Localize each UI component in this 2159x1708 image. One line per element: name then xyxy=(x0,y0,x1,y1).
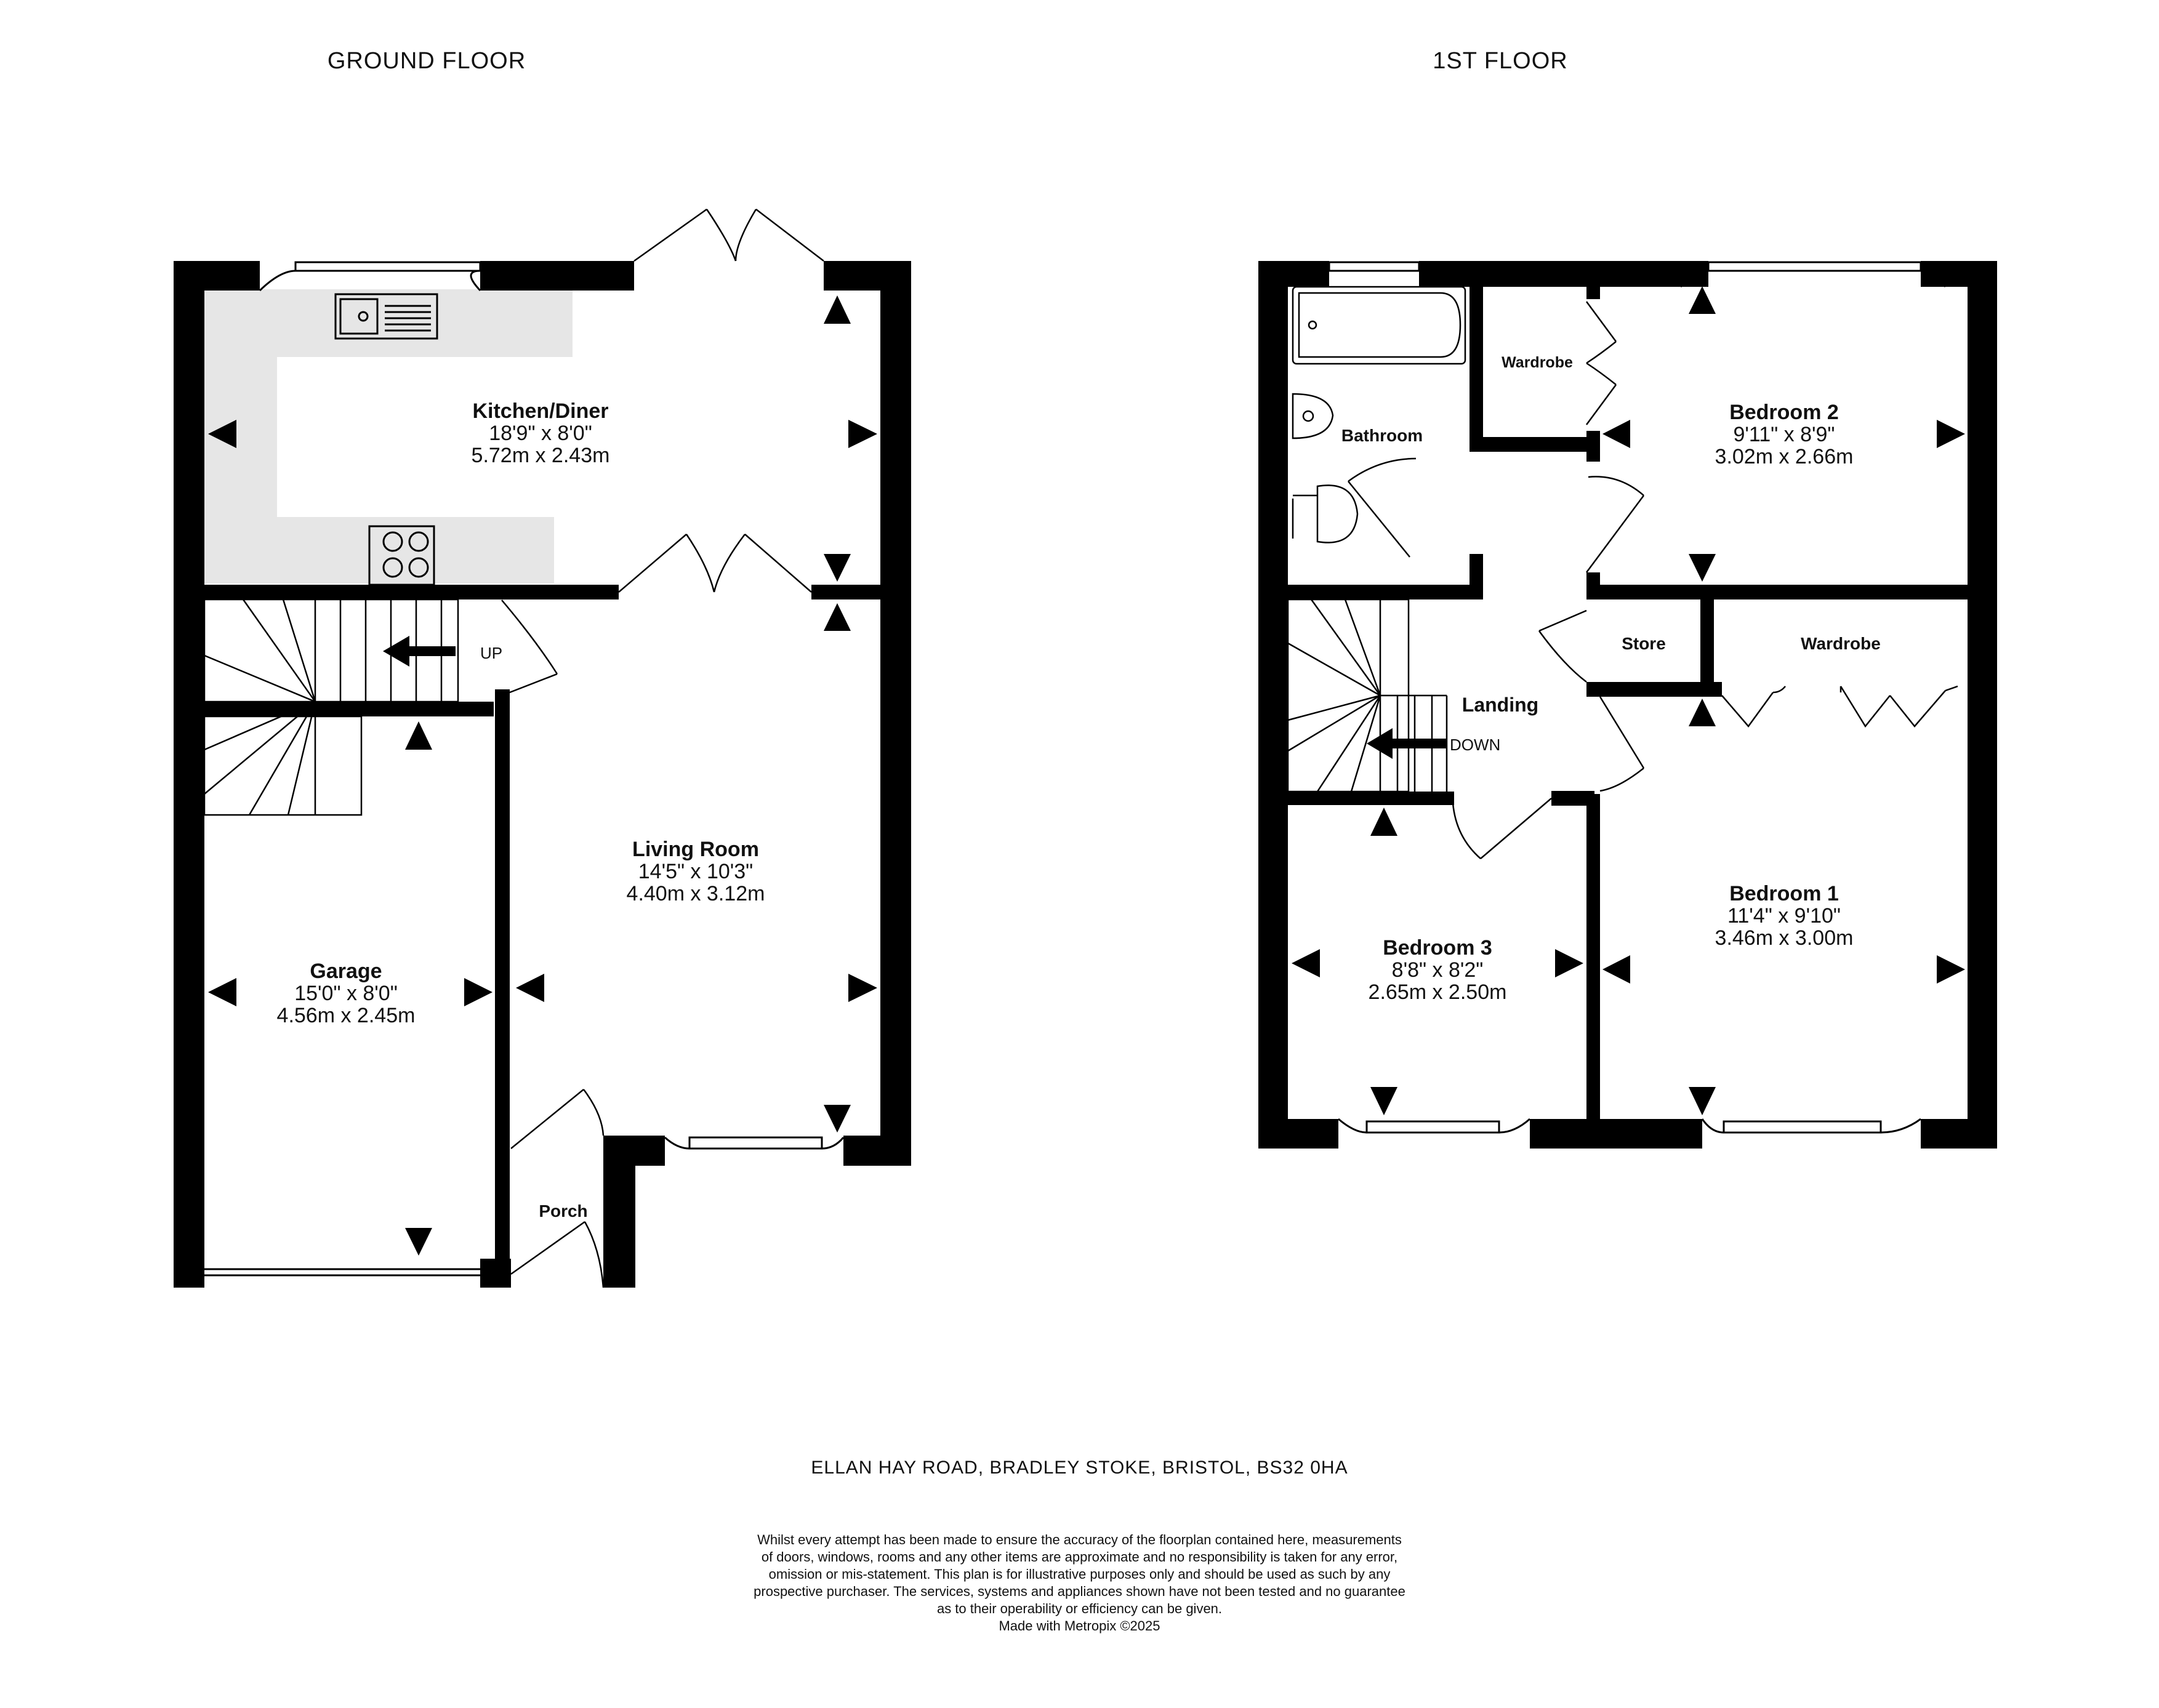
bedroom1-imperial: 11'4" x 9'10" xyxy=(1727,904,1841,928)
property-address: ELLAN HAY ROAD, BRADLEY STOKE, BRISTOL, BS32 0HA xyxy=(811,1457,1348,1478)
bedroom2-label xyxy=(1642,401,1926,468)
disclaimer-line: prospective purchaser. The services, systems and appliances shown have not been tested and no guarantee xyxy=(754,1584,1405,1599)
down-label: DOWN xyxy=(1450,736,1501,754)
bedroom3-imperial: 8'8" x 8'2" xyxy=(1391,958,1484,982)
wardrobe-b1-label: Wardrobe xyxy=(1801,634,1881,653)
bathroom-fixtures xyxy=(1293,287,1465,543)
up-label: UP xyxy=(480,644,503,662)
bedroom1-name: Bedroom 1 xyxy=(1729,882,1839,905)
disclaimer-line: omission or mis-statement. This plan is for illustrative purposes only and should be used as such by any xyxy=(768,1566,1391,1582)
living-room-imperial: 14'5" x 10'3" xyxy=(638,860,754,883)
ground-floor-title: GROUND FLOOR xyxy=(327,48,526,74)
kitchen-name: Kitchen/Diner xyxy=(472,399,609,423)
first-walls xyxy=(1258,261,1997,1149)
ground-doors xyxy=(502,209,824,1288)
store-label: Store xyxy=(1622,634,1666,653)
landing-label: Landing xyxy=(1461,694,1539,716)
garage-label xyxy=(204,960,488,1027)
made-with-credit: Made with Metropix ©2025 xyxy=(999,1618,1160,1634)
bedroom3-label xyxy=(1296,937,1579,1003)
garage-name: Garage xyxy=(310,960,382,983)
first-staircase xyxy=(1288,599,1447,792)
first-floor-plan xyxy=(1258,261,1997,1149)
bedroom1-metric: 3.46m x 3.00m xyxy=(1715,926,1854,950)
disclaimer-text xyxy=(616,1531,1543,1635)
toilet-icon xyxy=(1293,485,1357,542)
disclaimer-line: as to their operability or efficiency can be given. xyxy=(936,1601,1223,1616)
bathroom-label: Bathroom xyxy=(1341,426,1423,445)
living-room-metric: 4.40m x 3.12m xyxy=(626,882,765,905)
bath-icon xyxy=(1299,293,1460,357)
kitchen-imperial: 18'9" x 8'0" xyxy=(489,422,592,445)
bedroom3-name: Bedroom 3 xyxy=(1383,936,1492,960)
kitchen-metric: 5.72m x 2.43m xyxy=(471,444,610,467)
garage-metric: 4.56m x 2.45m xyxy=(276,1004,416,1027)
wardrobe-small-label: Wardrobe xyxy=(1502,354,1573,371)
disclaimer-line: of doors, windows, rooms and any other items are approximate and no responsibility is taken for any error, xyxy=(761,1549,1398,1565)
bedroom3-metric: 2.65m x 2.50m xyxy=(1368,980,1507,1004)
ground-floor-plan xyxy=(174,209,911,1288)
living-room-name: Living Room xyxy=(632,838,759,861)
first-doors xyxy=(1348,302,1958,859)
kitchen-label xyxy=(399,400,682,467)
bedroom2-name: Bedroom 2 xyxy=(1729,401,1839,424)
bedroom2-imperial: 9'11" x 8'9" xyxy=(1733,423,1835,446)
disclaimer-line: Whilst every attempt has been made to ensure the accuracy of the floorplan contained here, measurements xyxy=(757,1532,1402,1547)
porch-label: Porch xyxy=(539,1201,588,1221)
living-room-label xyxy=(554,838,837,905)
first-floor-title: 1ST FLOOR xyxy=(1433,48,1568,74)
up-arrow-icon xyxy=(383,636,456,667)
garage-imperial: 15'0" x 8'0" xyxy=(294,982,398,1005)
down-arrow-icon xyxy=(1367,728,1447,759)
bedroom1-label xyxy=(1642,883,1926,949)
bedroom2-metric: 3.02m x 2.66m xyxy=(1715,445,1854,468)
